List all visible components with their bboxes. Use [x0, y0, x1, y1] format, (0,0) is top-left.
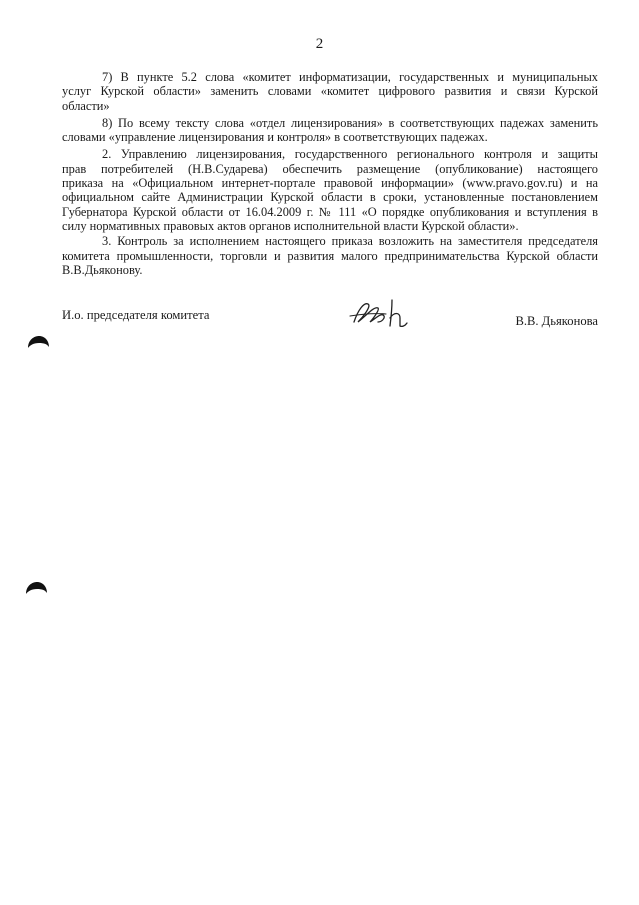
text-line: прав потребителей (Н.В.Сударева) обеспечить размещение (опубликование) настоящего — [62, 161, 598, 176]
text-line: Губернатора Курской области от 16.04.2009 г. № 111 «О порядке опубликования и вступления в — [62, 204, 598, 219]
signature-block — [62, 304, 598, 344]
text-line: 7) В пункте 5.2 слова «комитет информатизации, государственных и муниципальных — [102, 70, 598, 84]
text-line: услуг Курской области» заменить словами «комитет цифрового развития и связи Курской — [62, 84, 598, 99]
text-line: приказа на «Официальном интернет-портале правовой информации» (www.pravo.gov.ru) и на — [62, 176, 598, 191]
binder-hole-mark — [26, 334, 50, 358]
text-line: силу нормативных правовых актов органов исполнительной власти Курской области». — [62, 218, 519, 233]
paragraph-point-2 — [62, 147, 598, 233]
text-line: официальном сайте Администрации Курской области в сроки, установленные постановлением — [62, 190, 598, 205]
page-number: 2 — [315, 36, 324, 52]
text-line: комитета промышленности, торговли и развития малого предпринимательства Курской области — [62, 248, 598, 263]
paragraph-item-7 — [62, 70, 598, 113]
paragraph-item-8 — [62, 116, 598, 145]
text-line: В.В.Дьяконову. — [62, 262, 143, 277]
signatory-name: В.В. Дьяконова — [515, 314, 598, 328]
text-line: 3. Контроль за исполнением настоящего приказа возложить на заместителя председателя — [102, 234, 598, 249]
binder-hole-mark — [24, 580, 48, 604]
text-line: области» — [62, 98, 110, 113]
text-line: словами «управление лицензирования и контроля» в соответствующих падежах. — [62, 130, 488, 145]
handwritten-signature — [348, 296, 418, 330]
text-line: 8) По всему тексту слова «отдел лицензирования» в соответствующих падежах заменить — [102, 115, 598, 130]
paragraph-point-3 — [62, 234, 598, 277]
document-body — [62, 70, 598, 277]
text-line: 2. Управлению лицензирования, государственного регионального контроля и защиты — [102, 147, 598, 162]
signatory-position: И.о. председателя комитета — [62, 308, 210, 322]
